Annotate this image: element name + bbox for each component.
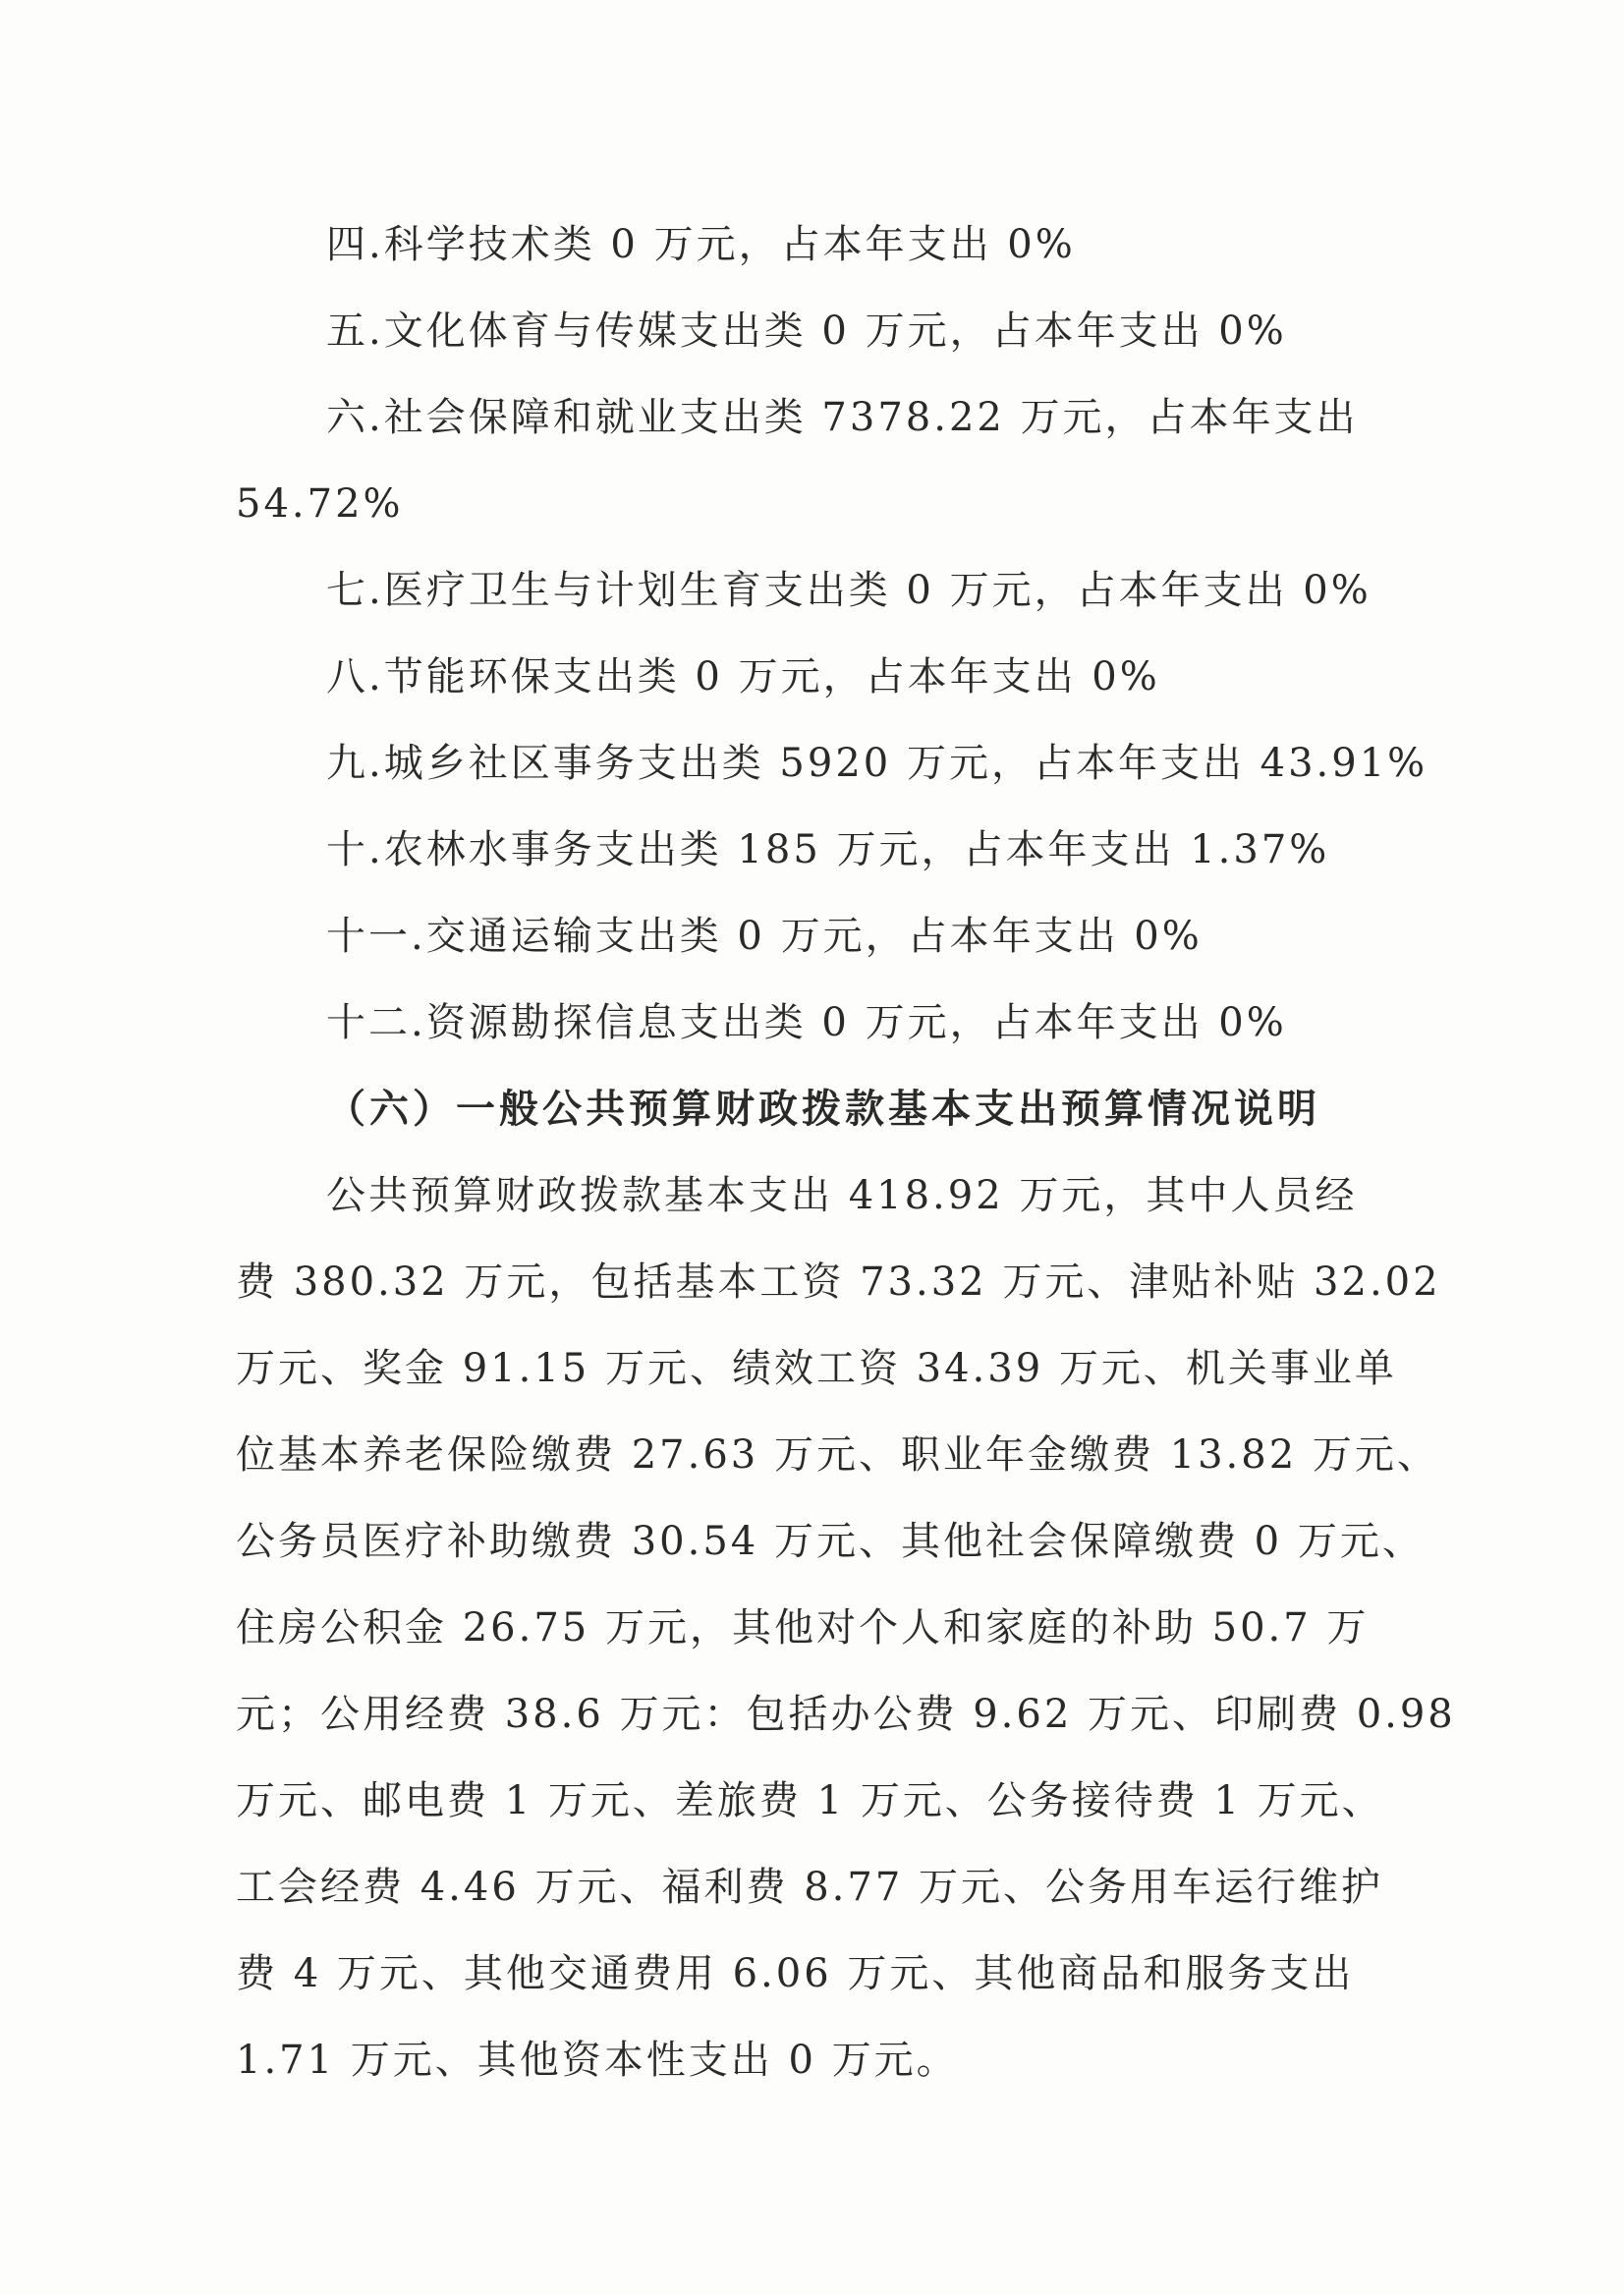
paragraph-line: 位基本养老保险缴费 27.63 万元、职业年金缴费 13.82 万元、 (236, 1432, 1439, 1478)
paragraph-line: 住房公积金 26.75 万元，其他对个人和家庭的补助 50.7 万 (236, 1605, 1370, 1651)
item-energy: 八.节能环保支出类 0 万元，占本年支出 0% (326, 654, 1160, 700)
item-social-security-cont: 54.72% (236, 481, 404, 527)
item-agriculture: 十.农林水事务支出类 185 万元，占本年支出 1.37% (326, 827, 1330, 872)
item-social-security: 六.社会保障和就业支出类 7378.22 万元，占本年支出 (326, 395, 1359, 440)
paragraph-line: 费 380.32 万元，包括基本工资 73.32 万元、津贴补贴 32.02 (236, 1259, 1441, 1305)
paragraph-line: 公共预算财政拨款基本支出 418.92 万元，其中人员经 (326, 1173, 1358, 1218)
paragraph-line: 公务员医疗补助缴费 30.54 万元、其他社会保障缴费 0 万元、 (236, 1519, 1425, 1564)
paragraph-line: 1.71 万元、其他资本性支出 0 万元。 (236, 2038, 959, 2083)
item-health: 七.医疗卫生与计划生育支出类 0 万元，占本年支出 0% (326, 568, 1372, 613)
section-heading: （六）一般公共预算财政拨款基本支出预算情况说明 (326, 1086, 1320, 1132)
item-science: 四.科学技术类 0 万元，占本年支出 0% (326, 222, 1076, 267)
paragraph-line: 费 4 万元、其他交通费用 6.06 万元、其他商品和服务支出 (236, 1951, 1355, 1996)
paragraph-line: 万元、邮电费 1 万元、差旅费 1 万元、公务接待费 1 万元、 (236, 1778, 1384, 1823)
item-resources: 十二.资源勘探信息支出类 0 万元，占本年支出 0% (326, 1000, 1287, 1045)
item-culture: 五.文化体育与传媒支出类 0 万元，占本年支出 0% (326, 308, 1287, 354)
item-transport: 十一.交通运输支出类 0 万元，占本年支出 0% (326, 914, 1203, 959)
paragraph-line: 万元、奖金 91.15 万元、绩效工资 34.39 万元、机关事业单 (236, 1346, 1397, 1391)
basic-expenditure-paragraph (236, 1152, 1456, 2103)
paragraph-line: 工会经费 4.46 万元、福利费 8.77 万元、公务用车运行维护 (236, 1865, 1383, 1910)
paragraph-line: 元；公用经费 38.6 万元：包括办公费 9.62 万元、印刷费 0.98 (236, 1692, 1456, 1737)
item-urban-community: 九.城乡社区事务支出类 5920 万元，占本年支出 43.91% (326, 741, 1428, 786)
document-body (236, 201, 1456, 2103)
